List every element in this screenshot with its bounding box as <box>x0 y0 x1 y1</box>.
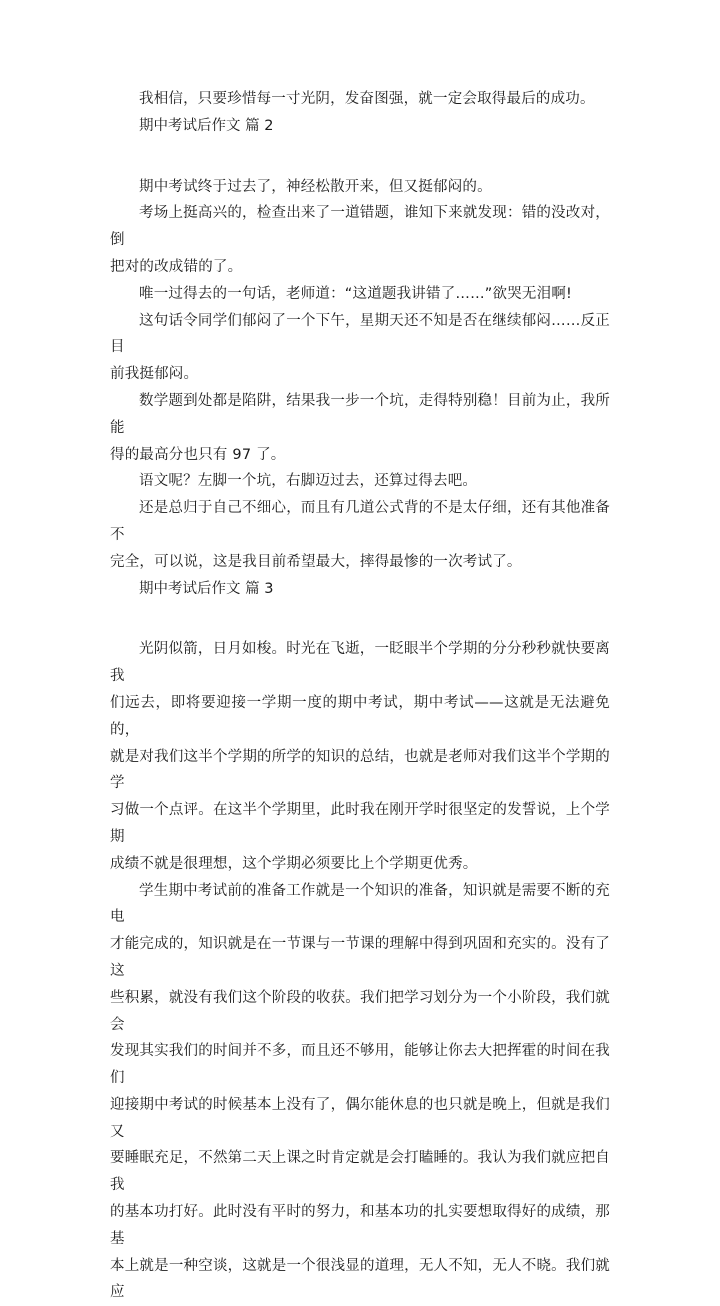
paragraph-9-line-7: 的基本功打好。此时没有平时的努力，和基本功的扎实要想取得好的成绩，那基 <box>110 1204 610 1247</box>
paragraph-9-line-1: 学生期中考试前的准备工作就是一个知识的准备，知识就是需要不断的充电 <box>110 882 610 926</box>
paragraph-4-line-1: 这句话令同学们郁闷了一个下午，星期天还不知是否在继续郁闷……反正目 <box>110 312 610 356</box>
paragraph-closing-sentence: 我相信，只要珍惜每一寸光阴，发奋图强，就一定会取得最后的成功。 <box>139 91 595 107</box>
paragraph-8-line-1: 光阴似箭，日月如梭。时光在飞逝，一眨眼半个学期的分分秒秒就快要离我 <box>110 641 610 685</box>
paragraph-8 <box>110 636 610 877</box>
paragraph-9-line-6: 要睡眠充足，不然第二天上课之时肯定就是会打瞌睡的。我认为我们就应把自我 <box>110 1150 610 1194</box>
paragraph-1: 期中考试终于过去了，神经松散开来，但又挺郁闷的。 <box>139 178 492 195</box>
paragraph-5-line-1: 数学题到处都是陷阱，结果我一步一个坑，走得特别稳！目前为止，我所能 <box>110 392 610 436</box>
paragraph-8-line-3: 就是对我们这半个学期的所学的知识的总结，也就是老师对我们这半个学期的学 <box>110 748 610 792</box>
paragraph-9-line-5: 迎接期中考试的时候基本上没有了，偶尔能休息的也只就是晚上，但就是我们又 <box>110 1096 610 1140</box>
paragraph-2 <box>110 200 610 280</box>
paragraph-9-line-3: 些积累，就没有我们这个阶段的收获。我们把学习划分为一个小阶段，我们就会 <box>110 989 610 1033</box>
paragraph-3: 唯一过得去的一句话，老师道：“这道题我讲错了……”欲哭无泪啊! <box>139 285 573 302</box>
paragraph-8-line-2: 们远去，即将要迎接一学期一度的期中考试，期中考试——这就是无法避免的， <box>110 694 610 738</box>
paragraph-9-line-8: 本上就是一种空谈，这就是一个很浅显的道理，无人不知，无人不晓。我们就应 <box>110 1257 610 1301</box>
section-heading-2: 期中考试后作文 篇 2 <box>139 117 274 134</box>
paragraph-9 <box>110 878 610 1306</box>
spacer <box>110 140 610 174</box>
paragraph-9-line-4: 发现其实我们的时间并不多，而且还不够用，能够让你去大把挥霍的时间在我们 <box>110 1043 610 1087</box>
paragraph-7 <box>110 495 610 575</box>
document-body <box>110 86 610 1306</box>
paragraph-5-line-2: 得的最高分也只有 97 了。 <box>110 446 286 463</box>
paragraph-7-line-1: 还是总归于自己不细心，而且有几道公式背的不是太仔细，还有其他准备不 <box>110 500 610 543</box>
paragraph-2-line-2: 把对的改成错的了。 <box>110 258 243 275</box>
paragraph-5 <box>110 388 610 468</box>
paragraph-7-line-2: 完全，可以说，这是我目前希望最大，摔得最惨的一次考试了。 <box>110 553 522 570</box>
paragraph-9-line-2: 才能完成的，知识就是在一节课与一节课的理解中得到巩固和充实的。没有了这 <box>110 936 610 979</box>
paragraph-8-line-4: 习做一个点评。在这半个学期里，此时我在刚开学时很坚定的发誓说，上个学期 <box>110 802 610 845</box>
section-heading-3: 期中考试后作文 篇 3 <box>139 580 274 597</box>
paragraph-2-line-1: 考场上挺高兴的，检查出来了一道错题，谁知下来就发现：错的没改对，倒 <box>110 205 610 249</box>
spacer <box>110 602 610 636</box>
paragraph-4 <box>110 308 610 388</box>
paragraph-4-line-2: 前我挺郁闷。 <box>110 366 199 383</box>
paragraph-8-line-5: 成绩不就是很理想，这个学期必须要比上个学期更优秀。 <box>110 855 478 872</box>
paragraph-6: 语文呢？左脚一个坑，右脚迈过去，还算过得去吧。 <box>139 473 478 490</box>
